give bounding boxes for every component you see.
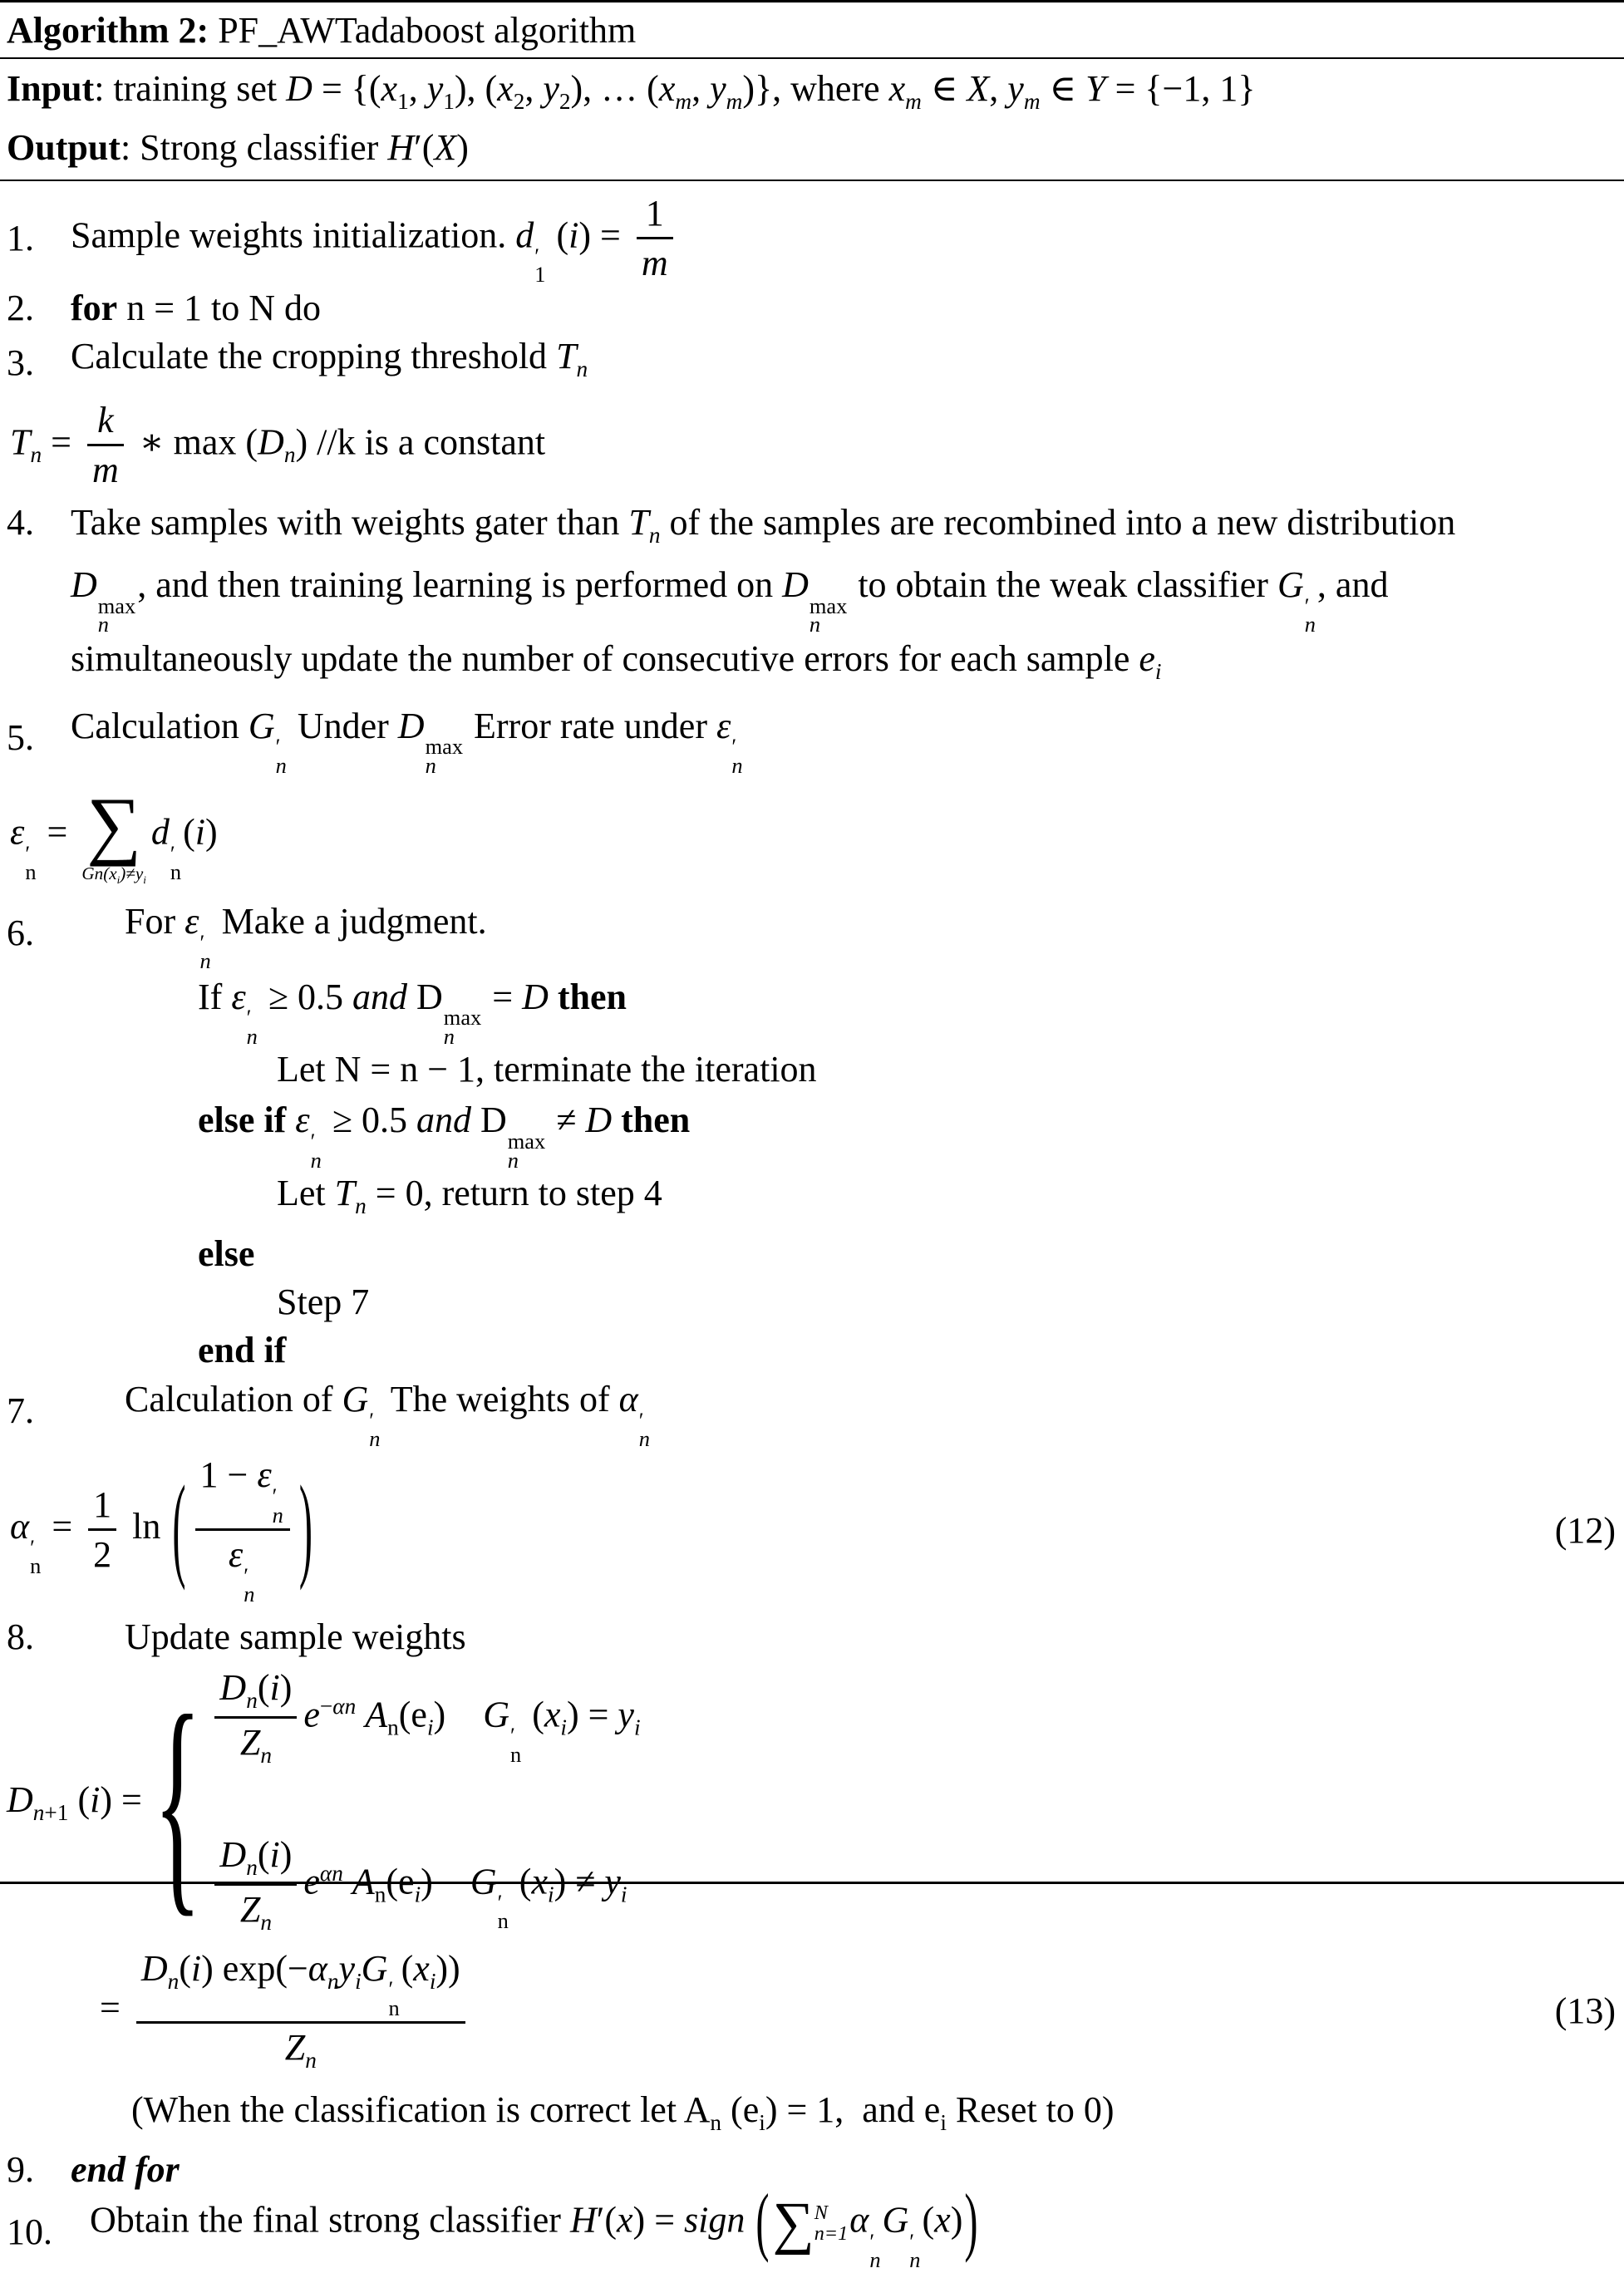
- case-incorrect: $\frac{D_n(i)}{Z_n}$ $e^{\alpha n}$ $A_n(e_i)$ G ′ n $(x_i) \ne y_i$: [208, 1834, 640, 1936]
- case-correct: $\frac{D_n(i)}{Z_n}$ $e^{-\alpha n}$ $A_n(e_i)$ G ′ n $(x_i) = y_i$: [208, 1667, 640, 1769]
- equation-13-text: = $D_n(i)$ $\exp(-\alpha_ny_iG$ ′ n $(x_i)$) $Z_n$: [100, 1948, 472, 2074]
- step-9-number: 9.: [7, 2149, 34, 2191]
- step-1-text: Sample weights initialization. d ′ 1 (i) = $\frac{1}{m}$: [71, 193, 1617, 284]
- equation-13: [7, 1948, 1617, 2074]
- step-6-number: 6.: [7, 913, 34, 954]
- step-6: [7, 897, 1617, 974]
- step-3: [7, 332, 1617, 393]
- step-4: [7, 498, 1617, 696]
- then-branch-line: Let N = n − 1, terminate the iteration: [277, 1049, 817, 1090]
- equation-13-number: (13): [1554, 1990, 1616, 2032]
- step-4-line-3: simultaneously update the number of consecutive errors for each sample $e_i$: [71, 637, 1162, 684]
- step-10: [7, 2180, 1617, 2273]
- equation-tn: [7, 400, 1617, 491]
- step-6-text: For ε ′ n Make a judgment.: [125, 901, 487, 974]
- equation-epsilon-text: ε ′ n = ∑ $Gn(x_i)\ne y_i$ d ′ n (i): [10, 782, 218, 886]
- equation-tn-text: $T_n$ = $\frac{k}{m}$ ∗ $\max (D_n)$ //k is a constant: [10, 399, 546, 491]
- input-line: Input: training set $D = \{(x_1$, $y_1$), ($x_2$, $y_2$), … ($x_m$, $y_m$)}, where $x_m$ ∈ X, $y_m$ ∈ Y = {−1, 1}: [7, 68, 1256, 114]
- step-4-number: 4.: [7, 502, 34, 544]
- step-5-text: Calculation G ′ n Under D max n Error rate under ε ′ n: [71, 705, 743, 778]
- else-branch-line: Step 7: [277, 1281, 370, 1322]
- step-9: [7, 2146, 1617, 2194]
- step-7: [7, 1375, 1617, 1452]
- step-7-number: 7.: [7, 1390, 34, 1432]
- step-8-number: 8.: [7, 1616, 34, 1657]
- equation-12: [7, 1454, 1617, 1605]
- step-4-line-1: Take samples with weights gater than $T_n$ of the samples are recombined into a new distribution: [71, 502, 1456, 549]
- step-1-number: 1.: [7, 218, 34, 259]
- step-3-text: Calculate the cropping threshold $T_n$: [71, 336, 588, 381]
- step-10-number: 10.: [7, 2211, 52, 2252]
- when-note: (When the classification is correct let $A_n$ $(e_i) = 1$, and $e_i$ Reset to 0): [131, 2089, 1115, 2135]
- equation-12-text: α ′ n = $\frac{1}{2}$ ln ( 1 − ε ′ n ε ′ n ): [10, 1454, 312, 1607]
- step-5-number: 5.: [7, 716, 34, 758]
- step-3-number: 3.: [7, 342, 34, 383]
- endif-line: end if: [198, 1329, 287, 1370]
- step-2: [7, 284, 1617, 332]
- step-2-text: for n = 1 to N do: [71, 288, 322, 329]
- equation-12-number: (12): [1554, 1509, 1616, 1551]
- cases-list: [208, 1667, 640, 1936]
- io-block: [0, 59, 1624, 180]
- step-7-text: Calculation of G ′ n The weights of α ′ n: [125, 1378, 650, 1452]
- output-line: Output: Strong classifier H′(X): [7, 126, 469, 168]
- step-9-text: end for: [71, 2149, 180, 2191]
- algorithm-title-text: Algorithm 2: PF_AWTadaboost algorithm: [7, 10, 637, 51]
- equation-epsilon: [7, 782, 1617, 886]
- step-8-text: Update sample weights: [125, 1616, 466, 1657]
- step-5: [7, 701, 1617, 778]
- equation-cases: [7, 1667, 1617, 1936]
- equation-cases-left: $D_{n+1}$ (i) =: [7, 1779, 142, 1825]
- elseif-branch-line: Let $T_n = 0$, return to step 4: [277, 1173, 662, 1218]
- elseif-line: else if ε ′ n ≥ 0.5 and D max n ≠ D then: [198, 1100, 691, 1173]
- if-line: If ε ′ n ≥ 0.5 and D max n = D then: [198, 976, 627, 1049]
- algorithm-body: [0, 181, 1624, 2273]
- algorithm-title: [0, 2, 1624, 57]
- step-4-text: [71, 498, 1617, 696]
- left-brace: {: [153, 1665, 202, 1936]
- step-2-number: 2.: [7, 288, 34, 329]
- else-line: else: [198, 1232, 255, 1274]
- step-4-line-2: D max n , and then training learning is performed on D max n to obtain the weak classifier G ′ n , and: [71, 564, 1389, 637]
- step-1: [7, 192, 1617, 288]
- step-10-text: Obtain the final strong classifier H′(x) = sign ( ∑ N n=1 α ′ n G ′ n (x)): [90, 2180, 978, 2273]
- step-8: [7, 1612, 1617, 1662]
